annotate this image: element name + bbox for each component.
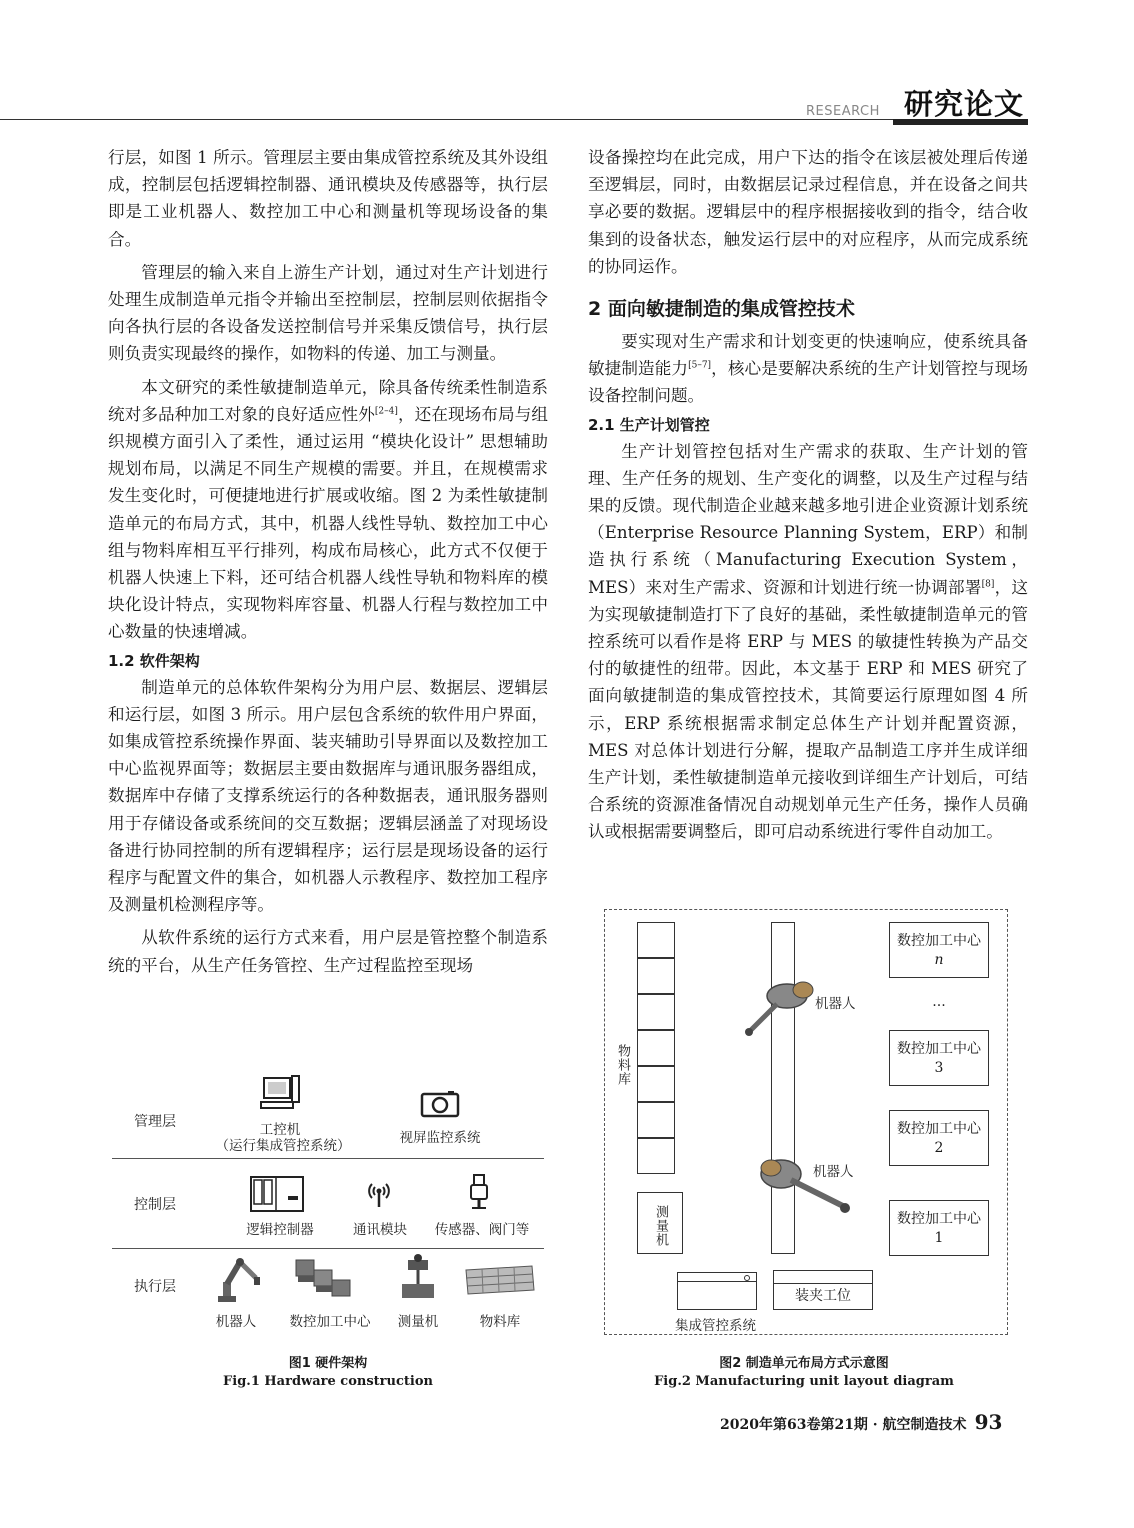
cnc-machine-1 bbox=[889, 1200, 989, 1256]
right-column bbox=[588, 144, 1028, 846]
camera-label: 视屏监控系统 bbox=[399, 1130, 481, 1146]
figure1-caption-cn: 图1 硬件架构 bbox=[288, 1356, 368, 1371]
page-footer bbox=[720, 1410, 1002, 1434]
figure2-caption-cn: 图2 制造单元布局方式示意图 bbox=[719, 1356, 889, 1371]
storage-rack-icon bbox=[464, 1264, 536, 1296]
storage-label: 物料库 bbox=[479, 1314, 521, 1330]
fixture-station bbox=[773, 1270, 873, 1310]
ellipsis: … bbox=[932, 994, 946, 1010]
sensor-label: 传感器、阀门等 bbox=[434, 1222, 530, 1238]
storage-slot bbox=[637, 1030, 675, 1066]
storage-slot bbox=[637, 922, 675, 958]
cnc-machine-icon bbox=[292, 1256, 354, 1302]
paragraph bbox=[588, 438, 1028, 846]
cmm-box bbox=[637, 1192, 683, 1254]
storage-slot bbox=[637, 1066, 675, 1102]
paragraph-text: 要实现对生产需求和计划变更的快速响应，使系统具备敏捷制造能力 bbox=[588, 332, 1028, 379]
cnc-label: 数控加工中心 bbox=[897, 1121, 981, 1137]
citation: [8] bbox=[981, 579, 995, 590]
storage-slot bbox=[637, 1102, 675, 1138]
cnc-machine-2 bbox=[889, 1110, 989, 1166]
paragraph-text: 生产计划管控包括对生产需求的获取、生产计划的管理、生产任务的规划、生产变化的调整，以及生产过程与结果的反馈。现代制造企业越来越多地引进企业资源计划系统（Enterprise Resource Planning System，ERP）和制造执行系统（Manufacturing Execution System，MES）来对生产需求、资源和计划进行统一协调部署 bbox=[588, 441, 1028, 597]
paragraph: 制造单元的总体软件架构分为用户层、数据层、逻辑层和运行层，如图 3 所示。用户层包含系统的软件用户界面，如集成管控系统操作界面、装夹辅助引导界面以及数控加工中心监视界面等；数据层主要由数据库与通讯服务器组成，数据库中存储了支撑系统运行的各种数据表，通讯服务器则用于存储设备或系统间的交互数据；逻辑层涵盖了对现场设备进行协同控制的所有逻辑程序；运行层是现场设备的运行程序与配置文件的集合，如机器人示教程序、数控加工程序及测量机检测程序等。 bbox=[108, 677, 548, 915]
figure2-caption-en: Fig.2 Manufacturing unit layout diagram bbox=[654, 1374, 954, 1389]
camera-icon bbox=[420, 1090, 460, 1118]
paragraph: 行层，如图 1 所示。管理层主要由集成管控系统及其外设组成，控制层包括逻辑控制器、通讯模块及传感器等，执行层即是工业机器人、数控加工中心和测量机等现场设备的集合。 bbox=[108, 148, 548, 249]
sensor-icon bbox=[468, 1174, 490, 1210]
citation: [2–4] bbox=[374, 406, 398, 417]
layer-label-execution: 执行层 bbox=[134, 1279, 176, 1295]
paragraph bbox=[108, 374, 548, 646]
fixture-label: 装夹工位 bbox=[795, 1288, 851, 1304]
cnc-index: 3 bbox=[934, 1060, 944, 1076]
paragraph-text: 本文研究的柔性敏捷制造单元，除具备传统柔性制造系统对多品种加工对象的良好适应性外 bbox=[108, 377, 548, 424]
storage-slot bbox=[637, 958, 675, 994]
cnc-label: 数控加工中心 bbox=[289, 1314, 371, 1330]
figure-hardware-architecture bbox=[108, 1066, 548, 1356]
header-rule bbox=[0, 119, 1028, 120]
cnc-index: 2 bbox=[934, 1140, 944, 1156]
cnc-label: 数控加工中心 bbox=[897, 1041, 981, 1057]
paragraph: 管理层的输入来自上游生产计划，通过对生产计划进行处理生成制造单元指令并输出至控制层，控制层则依据指令向各执行层的各设备发送控制信号并采集反馈信号，执行层则负责实现最终的操作，如物料的传递、加工与测量。 bbox=[108, 262, 548, 364]
paragraph bbox=[588, 328, 1028, 410]
cmm-icon bbox=[398, 1252, 438, 1302]
paragraph-text: ，还在现场布局与组织规模方面引入了柔性，通过运用 “模块化设计” 思想辅助规划布局，以满足不同生产规模的需要。并且，在规模需求发生变化时，可便捷地进行扩展或收缩。图 2 为柔性敏捷制造单元的布局方式，其中，机器人线性导轨、数控加工中心组与物料库相互平行排列，构成布局核心，此方式不仅便于机器人快速上下料，还可结合机器人线性导轨和物料库的模块化设计特点，实现物料库容量、机器人行程与数控加工中心数量的快速增减。 bbox=[108, 404, 549, 642]
paragraph-text: ，核心是要解决系统的生产计划管控与现场设备控制问题。 bbox=[588, 359, 1029, 406]
cnc-machine-3 bbox=[889, 1030, 989, 1086]
journal-info: 2020年第63卷第21期 · 航空制造技术 bbox=[720, 1417, 967, 1433]
citation: [5–7] bbox=[688, 360, 712, 371]
figure1-caption-en: Fig.1 Hardware construction bbox=[223, 1374, 433, 1389]
section-heading: 2 面向敏捷制造的集成管控技术 bbox=[588, 298, 855, 321]
layer-divider bbox=[112, 1158, 544, 1159]
pc-sublabel: （运行集成管控系统） bbox=[215, 1138, 351, 1154]
subsection-heading: 1.2 软件架构 bbox=[108, 651, 200, 670]
storage-label: 物料库 bbox=[615, 1044, 630, 1086]
subsection-heading: 2.1 生产计划管控 bbox=[588, 415, 710, 434]
comm-module-label: 通讯模块 bbox=[353, 1222, 407, 1238]
robot-label: 机器人 bbox=[813, 1164, 854, 1180]
storage-slot bbox=[637, 994, 675, 1030]
robot-label: 机器人 bbox=[815, 996, 856, 1012]
plc-label: 逻辑控制器 bbox=[246, 1222, 314, 1238]
computer-icon bbox=[260, 1074, 302, 1112]
cmm-label: 测量机 bbox=[653, 1205, 668, 1247]
robot-arm-icon bbox=[741, 974, 825, 1038]
plc-icon bbox=[250, 1176, 304, 1212]
cnc-label: 数控加工中心 bbox=[897, 933, 981, 949]
cnc-index: n bbox=[934, 952, 944, 968]
storage-slot bbox=[637, 1138, 675, 1174]
layer-label-control: 控制层 bbox=[134, 1197, 176, 1213]
control-console bbox=[677, 1272, 757, 1310]
antenna-icon bbox=[366, 1178, 392, 1208]
pc-label: 工控机 bbox=[259, 1122, 301, 1138]
robot-label: 机器人 bbox=[215, 1314, 257, 1330]
cnc-label: 数控加工中心 bbox=[897, 1211, 981, 1227]
layer-label-management: 管理层 bbox=[134, 1114, 176, 1130]
figure-layout-diagram bbox=[604, 909, 1008, 1335]
layer-divider bbox=[112, 1248, 544, 1249]
robot-arm-icon bbox=[755, 1148, 855, 1218]
paragraph: 设备操控均在此完成，用户下达的指令在该层被处理后传递至逻辑层，同时，由数据层记录过程信息，并在设备之间共享必要的数据。逻辑层中的程序根据接收到的指令，结合收集到的设备状态，触发运行层中的对应程序，从而完成系统的协同运作。 bbox=[588, 148, 1028, 276]
header-research-label: RESEARCH bbox=[806, 104, 880, 119]
left-column bbox=[108, 144, 548, 979]
paragraph-text: ，这为实现敏捷制造打下了良好的基础，柔性敏捷制造单元的管控系统可以看作是将 ERP 与 MES 的敏捷性转换为产品交付的敏捷性的纽带。因此，本文基于 ERP 和 MES 研究了面向敏捷制造的集成管控技术，其简要运行原理如图 4 所示，ERP 系统根据需求制定总体生产计划并配置资源，MES 对总体计划进行分解，提取产品制造工序并生成详细生产计划，柔性敏捷制造单元接收到详细生产计划后，可结合系统的资源准备情况自动规划单元生产任务，操作人员确认或根据需要调整后，即可启动系统进行零件自动加工。 bbox=[588, 577, 1028, 842]
control-system-label: 集成管控系统 bbox=[675, 1318, 756, 1334]
paragraph: 从软件系统的运行方式来看，用户层是管控整个制造系统的平台，从生产任务管控、生产过程监控至现场 bbox=[108, 928, 548, 975]
robot-icon bbox=[214, 1254, 264, 1304]
cnc-machine-n bbox=[889, 922, 989, 978]
header-section-title: 研究论文 bbox=[904, 87, 1025, 121]
cnc-index: 1 bbox=[934, 1230, 944, 1246]
page-number: 93 bbox=[974, 1410, 1003, 1434]
cmm-label: 测量机 bbox=[397, 1314, 439, 1330]
